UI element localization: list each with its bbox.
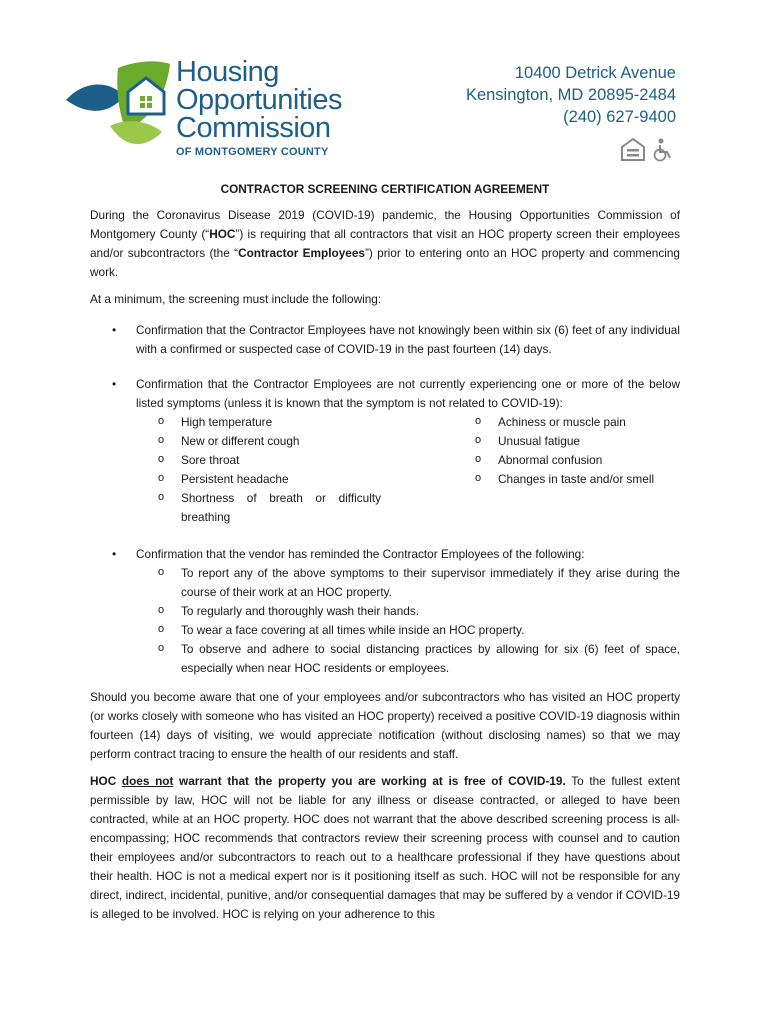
symptom-item: o New or different cough <box>90 432 473 451</box>
bullet-item: • Confirmation that the Contractor Employees are not currently experiencing one or more of the below listed symptoms (unless it is known that the symptom is not related to COVID-19): <box>90 375 680 413</box>
minimum-paragraph: At a minimum, the screening must include the following: <box>90 292 382 306</box>
bullet-item: • Confirmation that the vendor has reminded the Contractor Employees of the following: <box>90 545 680 564</box>
equal-housing-accessibility-icon <box>620 136 678 162</box>
document-body <box>90 206 680 932</box>
notice-paragraph: Should you become aware that one of your employees and/or subcontractors who has visited an HOC property (or works closely with someone who has visited an HOC property) received a positive COVID-19 diagnosis within fourteen (14) days of visiting, we would appreciate notification (without disclosing names) so that we may perform contract tracing to ensure the health of our residents and staff. <box>90 690 680 761</box>
house-leaf-logo-icon <box>66 56 176 164</box>
contractor-employees-term: Contractor Employees <box>238 246 365 260</box>
reminder-item: o To observe and adhere to social distancing practices by allowing for six (6) feet of space, especially when near HOC residents or employees. <box>90 640 680 678</box>
address-street: 10400 Detrick Avenue <box>514 64 676 82</box>
warranty-text: To the fullest extent permissible by law, HOC will not be liable for any illness or disease contracted, or alleged to have been contracted, while at an HOC property. HOC does not warrant that the above described screening process is all-encompassing; HOC recommends that contractors review their screening process with counsel and to caution their employees and/or subcontractors to reach out to a healthcare professional if they have questions about their health. HOC is not a medical expert nor is it positioning itself as such. HOC will not be responsible for any direct, indirect, incidental, punitive, and/or consequential damages that may be suffered by a vendor if COVID-19 is alleged to be involved. HOC is relying on your adherence to this <box>90 774 680 921</box>
address-phone: (240) 627-9400 <box>563 108 676 126</box>
symptoms-left-column <box>90 413 473 527</box>
warranty-bold: HOC <box>90 774 122 788</box>
intro-text: ”) prior to entering onto an HOC property and commencing work. <box>90 246 680 279</box>
symptom-item: o Achiness or muscle pain <box>473 413 680 432</box>
symptom-item: o High temperature <box>90 413 473 432</box>
reminder-item: o To regularly and thoroughly wash their hands. <box>90 602 680 621</box>
org-subtitle: OF MONTGOMERY COUNTY <box>176 146 329 158</box>
org-name-line: Commission <box>176 112 331 144</box>
org-name-line: Opportunities <box>176 84 342 116</box>
symptom-item: o Abnormal confusion <box>473 451 680 470</box>
warranty-paragraph <box>90 772 680 924</box>
intro-paragraph <box>90 206 680 282</box>
warranty-bold: warrant that the property you are working at is free of COVID-19. <box>173 774 566 788</box>
intro-text: ”) is requiring that all contractors that visit an HOC property screen their employees and/or subcontractors (the “ <box>90 227 680 260</box>
symptoms-right-column <box>473 413 680 527</box>
warranty-underline: does not <box>121 774 174 788</box>
org-name-line: Housing <box>176 56 279 88</box>
document-title: CONTRACTOR SCREENING CERTIFICATION AGREEMENT <box>220 182 550 196</box>
symptom-item: o Persistent headache <box>90 470 473 489</box>
symptom-item: o Sore throat <box>90 451 473 470</box>
address-block <box>466 62 676 128</box>
bullet-item: • Confirmation that the Contractor Employees have not knowingly been within six (6) feet of any individual with a confirmed or suspected case of COVID-19 in the past fourteen (14) days. <box>90 321 680 359</box>
reminder-item: o To report any of the above symptoms to their supervisor immediately if they arise during the course of their work at an HOC property. <box>90 564 680 602</box>
address-city: Kensington, MD 20895-2484 <box>465 86 676 104</box>
hoc-term: HOC <box>209 227 236 241</box>
symptoms-list <box>90 413 680 527</box>
reminder-item: o To wear a face covering at all times while inside an HOC property. <box>90 621 680 640</box>
symptom-item: o Unusual fatigue <box>473 432 680 451</box>
org-name <box>176 58 342 158</box>
intro-text: During the Coronavirus Disease 2019 (COVID-19) pandemic, the Housing Opportunities Commission of Montgomery County (“ <box>90 208 680 241</box>
symptom-item: o Shortness of breath or difficulty breathing <box>90 489 381 527</box>
symptom-item: o Changes in taste and/or smell <box>473 470 680 489</box>
